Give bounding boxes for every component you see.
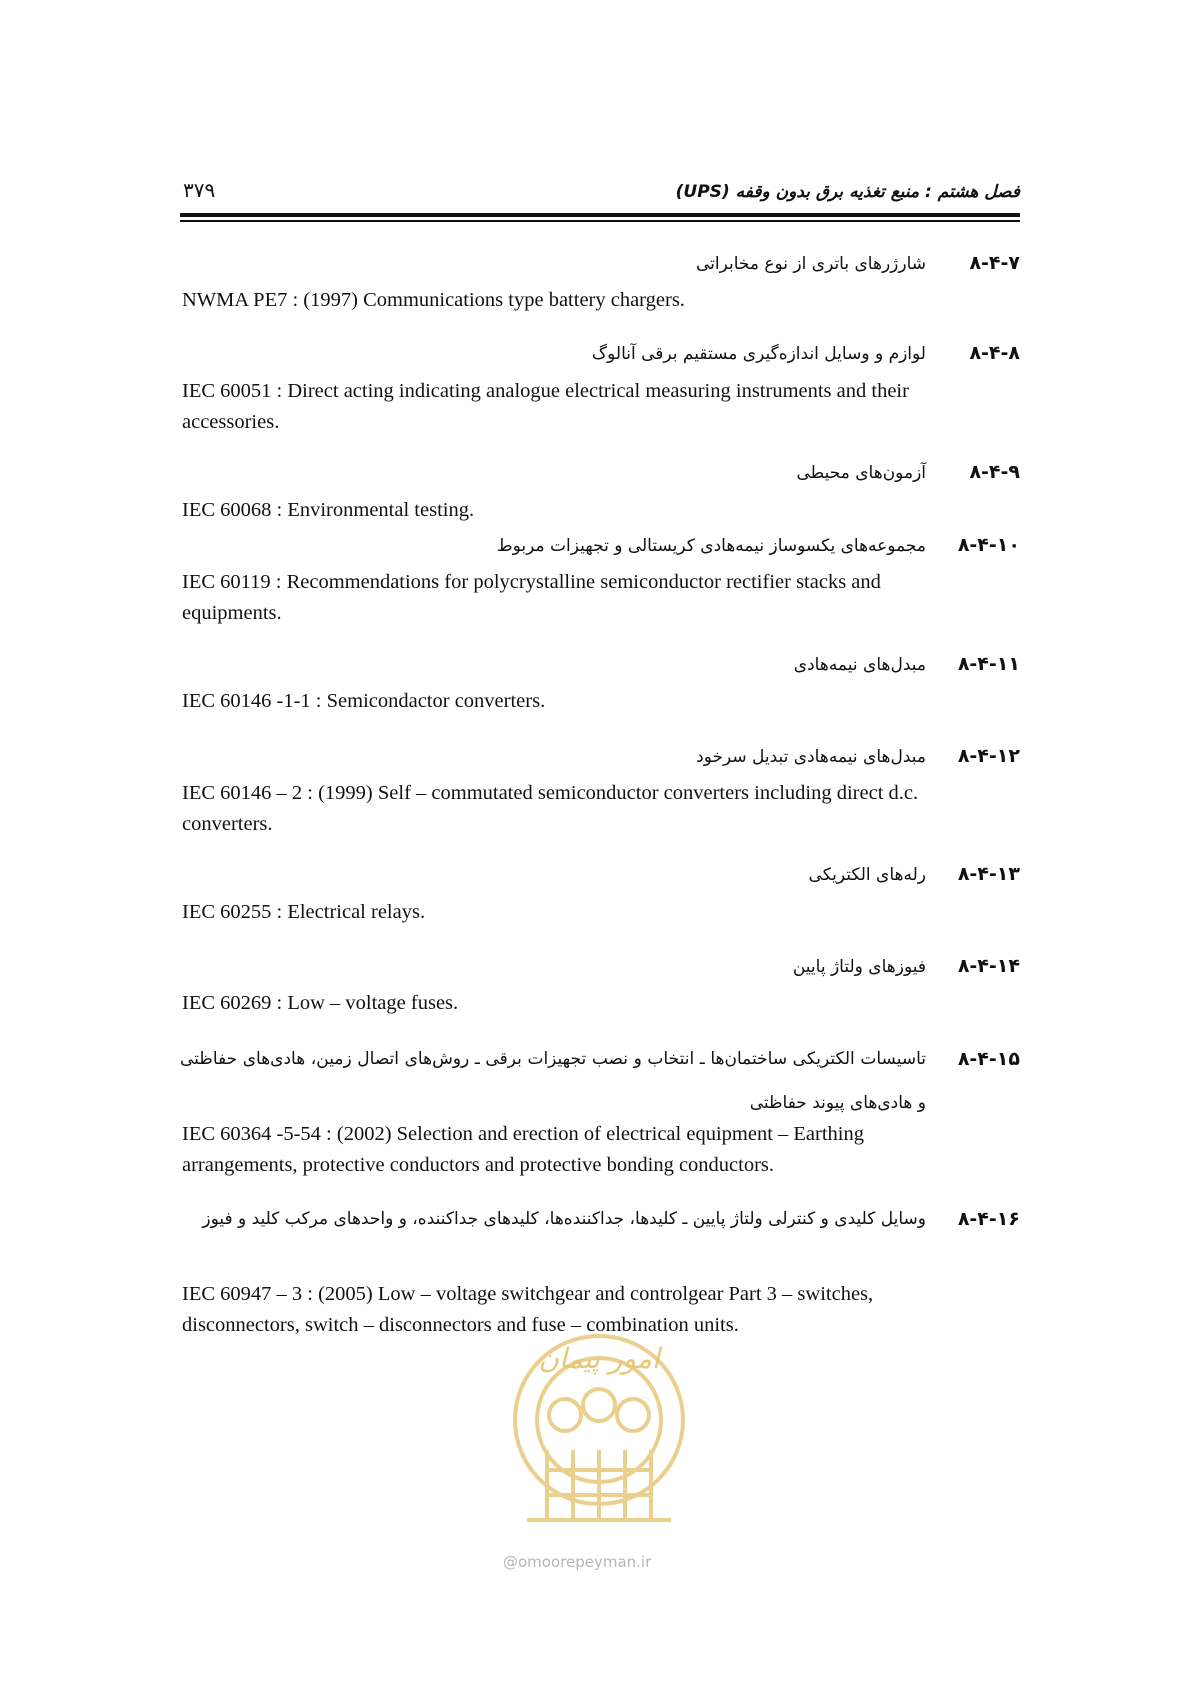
section-heading	[180, 1047, 1020, 1125]
section-number: ۸-۴-۱۳	[957, 863, 1020, 885]
standard-reference: IEC 60051 : Direct acting indicating analogue electrical measuring instruments and their accessories.	[182, 380, 909, 433]
section-heading	[180, 863, 1020, 885]
standard-reference: IEC 60146 -1-1 : Semicondactor converters.	[182, 690, 546, 712]
section-number: ۸-۴-۸	[969, 342, 1020, 364]
section-title: مبدل‌های نیمه‌هادی	[793, 655, 926, 675]
section-number: ۸-۴-۱۰	[957, 534, 1020, 556]
chapter-title: فصل هشتم : منبع تغذیه برق بدون وقفه (UPS)	[675, 182, 1020, 202]
standard-reference: IEC 60255 : Electrical relays.	[182, 901, 426, 923]
section-title: مجموعه‌های یکسوساز نیمه‌هادی کریستالی و تجهیزات مربوط	[496, 536, 926, 556]
section-number: ۸-۴-۷	[969, 252, 1020, 274]
watermark-url-text: omoorepeyman.ir	[518, 1553, 652, 1571]
section-number: ۸-۴-۹	[969, 461, 1020, 483]
section-title: فیوزهای ولتاژ پایین	[792, 957, 926, 977]
section-number: ۸-۴-۱۶	[957, 1208, 1020, 1230]
standard-reference: IEC 60364 -5-54 : (2002) Selection and erection of electrical equipment – Earthing arrangements, protective conductors and protective bonding conductors.	[182, 1123, 864, 1176]
section-title: لوازم و وسایل اندازه‌گیری مستقیم برقی آنالوگ	[591, 344, 926, 364]
section-title: تاسیسات الکتریکی ساختمان‌ها ـ انتخاب و نصب تجهیزات برقی ـ روش‌های اتصال زمین، هادی‌های حفاظتی و هادی‌های پیوند حفاظتی	[180, 1049, 926, 1113]
section-title: شارژرهای باتری از نوع مخابراتی	[695, 254, 926, 274]
page-number: ۳۷۹	[183, 178, 216, 202]
section-heading	[180, 653, 1020, 675]
standard-reference: IEC 60269 : Low – voltage fuses.	[182, 992, 459, 1014]
watermark-logo-icon	[487, 1320, 711, 1580]
standard-reference: NWMA PE7 : (1997) Communications type battery chargers.	[182, 289, 685, 311]
header-rule-thin	[180, 220, 1020, 222]
section-heading	[180, 342, 1020, 364]
section-heading	[180, 461, 1020, 483]
section-heading	[180, 252, 1020, 274]
header-rule-thick	[180, 213, 1020, 217]
watermark-url: @omoorepeyman.ir	[503, 1553, 652, 1571]
standard-reference: IEC 60068 : Environmental testing.	[182, 499, 475, 521]
section-title: رله‌های الکتریکی	[808, 865, 926, 885]
section-heading	[180, 745, 1020, 767]
section-number: ۸-۴-۱۱	[957, 653, 1020, 675]
section-heading	[180, 955, 1020, 977]
section-title: مبدل‌های نیمه‌هادی تبدیل سرخود	[696, 747, 926, 767]
standard-reference: IEC 60947 – 3 : (2005) Low – voltage switchgear and controlgear Part 3 – switches, disconnectors, switch – disconnectors and fuse – combination units.	[182, 1283, 874, 1336]
standard-reference: IEC 60146 – 2 : (1999) Self – commutated semiconductor converters including direct d.c. converters.	[182, 782, 919, 835]
section-number: ۸-۴-۱۵	[957, 1048, 1020, 1070]
section-number: ۸-۴-۱۴	[957, 955, 1020, 977]
standard-reference: IEC 60119 : Recommendations for polycrystalline semiconductor rectifier stacks and equipments.	[182, 571, 881, 624]
section-title: وسایل کلیدی و کنترلی ولتاژ پایین ـ کلیدها، جداکننده‌ها، کلیدهای جداکننده، و واحدهای مرکب کلید و فیوز	[202, 1209, 926, 1229]
section-number: ۸-۴-۱۲	[957, 745, 1020, 767]
section-heading	[180, 534, 1020, 556]
section-title: آزمون‌های محیطی	[796, 463, 926, 483]
watermark-logo-text: امور پیمان	[538, 1342, 660, 1375]
section-heading	[180, 1207, 1020, 1241]
